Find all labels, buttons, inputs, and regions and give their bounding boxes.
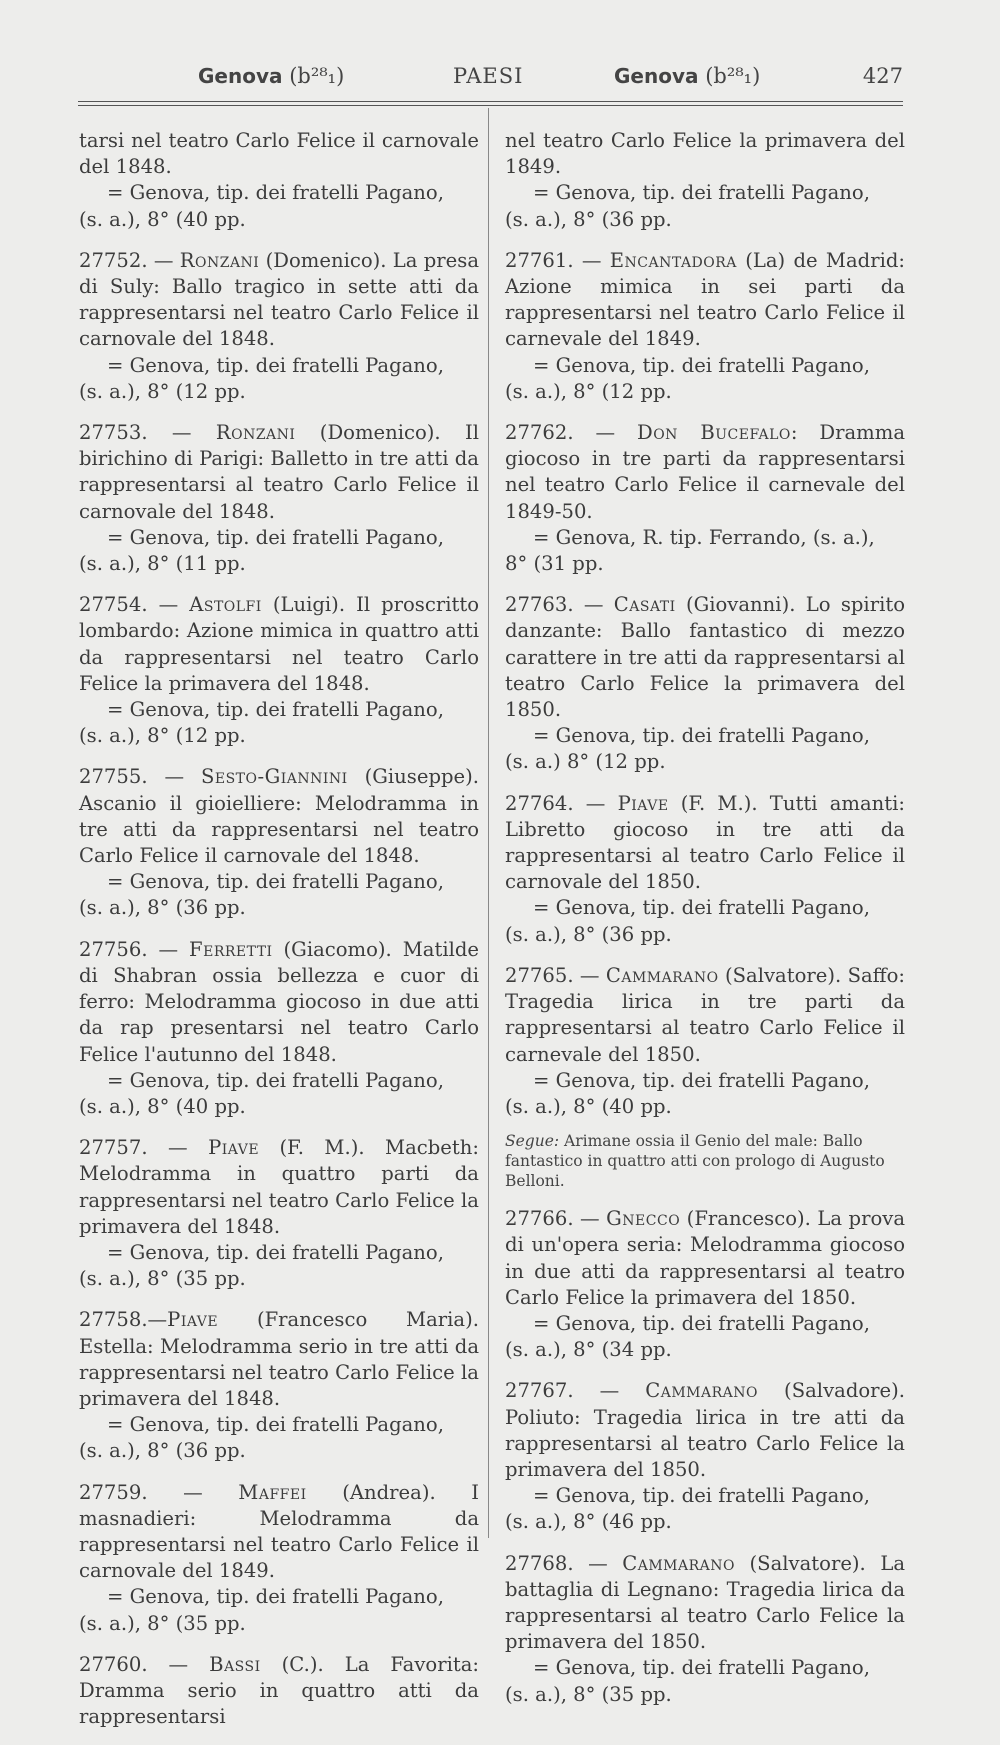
running-header [78, 58, 903, 98]
entry-description [505, 248, 905, 353]
entry-format: (s. a.), 8° (46 pp. [505, 1510, 672, 1534]
catalog-entry [79, 764, 479, 921]
header-rule [78, 101, 903, 102]
entry-description [79, 1480, 479, 1585]
entry-description [505, 128, 905, 180]
entry-title-text: (C.). La Favorita: Dramma serio in quattro atti da rappresentarsi [79, 1652, 479, 1729]
entry-title-text: (Luigi). Il proscritto lombardo: Azione mimica in quattro atti da rappresentarsi nel teatro Carlo Felice la primavera del 1848. [79, 593, 480, 695]
entry-author: Astolfi [189, 593, 262, 617]
entry-imprint: = Genova, tip. dei fratelli Pagano, [533, 1068, 870, 1092]
entry-format: (s. a.), 8° (35 pp. [505, 1682, 672, 1706]
entry-format: (s. a.), 8° (12 pp. [505, 379, 672, 403]
entry-format: (s. a.), 8° (12 pp. [79, 724, 246, 748]
catalog-entry [505, 791, 905, 948]
entry-author: Cammarano [622, 1551, 735, 1575]
entry-title-text: (F. M.). Tutti amanti: Libretto giocoso in tre atti da rappresentarsi al teatro Carlo Felice il carnovale del 1850. [505, 791, 906, 894]
entry-format: (s. a.), 8° (40 pp. [79, 1094, 246, 1118]
entry-title-text: (Domenico). La presa di Suly: Ballo tragico in sette atti da rappresentarsi nel teatro Carlo Felice il carnovale del 1848. [79, 248, 479, 351]
entry-number: 27768. — [505, 1551, 623, 1575]
entry-imprint: = Genova, tip. dei fratelli Pagano, [107, 181, 444, 205]
entry-format: (s. a.), 8° (35 pp. [79, 1611, 246, 1635]
entry-author: Casati [613, 593, 676, 617]
right-column [505, 128, 905, 1723]
entry-format: (s. a.), 8° (36 pp. [505, 922, 672, 946]
header-section-title: PAESI [453, 64, 524, 88]
entry-title-text: (Domenico). Il birichino di Parigi: Balletto in tre atti da rappresentarsi al teatro Carlo Felice il carnovale del 1848. [79, 421, 479, 523]
catalog-entry [79, 248, 479, 405]
entry-title-text: : Dramma giocoso in tre parti da rappresentarsi nel teatro Carlo Felice il carnevale del 1849-50. [505, 421, 905, 523]
entry-author: Bassi [209, 1652, 261, 1676]
entry-description [505, 1206, 905, 1311]
entry-author: Ferretti [189, 937, 273, 961]
entry-author: Ronzani [179, 248, 260, 272]
entry-imprint: = Genova, tip. dei fratelli Pagano, [107, 1585, 444, 1609]
entry-title-text: (Salvatore). La battaglia di Legnano: Tragedia lirica da rappresentarsi al teatro Carlo Felice la primavera del 1850. [505, 1551, 906, 1654]
entry-description [79, 592, 479, 697]
entry-imprint: = Genova, R. tip. Ferrando, (s. a.), [533, 525, 875, 549]
entry-number: 27767. — [505, 1379, 646, 1403]
entry-format: 8° (31 pp. [505, 552, 604, 576]
entry-imprint: = Genova, tip. dei fratelli Pagano, [107, 525, 444, 549]
entry-number: 27762. — [505, 421, 637, 445]
entry-imprint: = Genova, tip. dei fratelli Pagano, [533, 1484, 870, 1508]
entry-number: 27756. — [79, 937, 189, 961]
note-text: Arimane ossia il Genio del male: Ballo fantastico in quattro atti con prologo di Augusto Belloni. [505, 1132, 885, 1191]
entry-description [79, 420, 479, 525]
catalog-entry [79, 128, 479, 233]
entry-description [505, 1551, 905, 1656]
entry-number: 27765. — [505, 963, 606, 987]
entry-number: 27757. — [79, 1136, 209, 1160]
entry-number: 27753. — [79, 421, 216, 445]
entry-imprint: = Genova, tip. dei fratelli Pagano, [107, 353, 444, 377]
entry-title-text: (Giuseppe). Ascanio il gioielliere: Melodramma in tre atti da rappresentarsi nel teatro Carlo Felice il carnovale del 1848. [79, 765, 479, 868]
entry-number: 27760. — [79, 1652, 210, 1676]
entry-imprint: = Genova, tip. dei fratelli Pagano, [533, 181, 870, 205]
catalog-entry [505, 1378, 905, 1535]
catalog-entry [505, 248, 905, 405]
catalog-entry [79, 1652, 479, 1731]
catalog-entry [505, 128, 905, 233]
entry-format: (s. a.), 8° (35 pp. [79, 1267, 246, 1291]
entry-imprint: = Genova, tip. dei fratelli Pagano, [107, 1413, 444, 1437]
entry-description [505, 1378, 905, 1483]
entry-author: Sesto-Giannini [200, 765, 348, 789]
entry-description [79, 1135, 479, 1240]
catalog-entry [79, 420, 479, 577]
entry-imprint: = Genova, tip. dei fratelli Pagano, [107, 870, 444, 894]
left-column [79, 128, 479, 1745]
entry-description [505, 592, 905, 723]
catalog-entry [505, 1551, 905, 1708]
note-label: Segue: [505, 1132, 560, 1151]
entry-title-text: (Giovanni). Lo spirito danzante: Ballo fantastico di mezzo carattere in tre atti da rappresentarsi al teatro Carlo Felice la primavera del 1850. [505, 593, 906, 722]
entry-imprint: = Genova, tip. dei fratelli Pagano, [533, 1311, 870, 1335]
entry-author: Piave [167, 1308, 219, 1332]
entry-format: (s. a.), 8° (40 pp. [505, 1094, 672, 1118]
entry-number: 27758.— [79, 1308, 168, 1332]
entry-format: (s. a.), 8° (40 pp. [79, 207, 246, 231]
header-left-sub: (b²⁸₁) [289, 64, 345, 88]
catalog-entry [79, 1307, 479, 1464]
entry-description [79, 128, 479, 180]
header-right-word: Genova [614, 64, 699, 88]
entry-description [79, 937, 479, 1068]
entry-imprint: = Genova, tip. dei fratelli Pagano, [533, 896, 870, 920]
entry-title-text: (Salvatore). Saffo: Tragedia lirica in tre parti da rappresentarsi al teatro Carlo Felice il carnevale del 1850. [505, 963, 905, 1066]
entry-author: Maffei [238, 1480, 307, 1504]
entry-author: Gnecco [606, 1207, 681, 1231]
entry-title-text: (Francesco Maria). Estella: Melodramma serio in tre atti da rappresentarsi nel teatro Carlo Felice la primavera del 1848. [79, 1308, 479, 1410]
catalog-entry [79, 1480, 479, 1637]
catalog-entry [79, 592, 479, 749]
header-left-word: Genova [198, 64, 283, 88]
catalog-entry [505, 420, 905, 577]
entry-description [505, 420, 905, 525]
header-right [614, 64, 760, 88]
entry-format: (s. a.), 8° (34 pp. [505, 1338, 672, 1362]
entry-format: (s. a.), 8° (12 pp. [79, 379, 246, 403]
entry-author: Piave [208, 1136, 260, 1160]
entry-format: (s. a.), 8° (36 pp. [505, 207, 672, 231]
entry-number: 27761. — [505, 248, 610, 272]
entry-description [79, 1307, 479, 1412]
entry-imprint: = Genova, tip. dei fratelli Pagano, [533, 353, 870, 377]
entry-description [79, 248, 479, 353]
catalog-entry [505, 592, 905, 775]
column-divider [488, 108, 489, 1538]
entry-note [505, 1131, 905, 1191]
entry-imprint: = Genova, tip. dei fratelli Pagano, [107, 1068, 444, 1092]
header-right-sub: (b²⁸₁) [705, 64, 761, 88]
entry-title-text: (Salvadore). Poliuto: Tragedia lirica in tre atti da rappresentarsi al teatro Carlo Felice la primavera del 1850. [505, 1379, 906, 1481]
catalog-entry [505, 963, 905, 1120]
entry-title-text: (Andrea). I masnadieri: Melodramma da rappresentarsi nel teatro Carlo Felice il carnovale del 1849. [79, 1480, 480, 1583]
entry-author: Cammarano [645, 1379, 759, 1403]
entry-number: 27759. — [79, 1480, 239, 1504]
entry-number: 27755. — [79, 765, 201, 789]
catalog-entry [79, 937, 479, 1120]
entry-format: (s. a.), 8° (11 pp. [79, 552, 246, 576]
entry-author: Encantadora [609, 248, 737, 272]
entry-title-text: (Francesco). La prova di un'opera seria: Melodramma giocoso in due atti da rappresentarsi al teatro Carlo Felice la primavera del 1850. [505, 1207, 906, 1309]
entry-number: 27764. — [505, 791, 618, 815]
entry-author: Cammarano [605, 963, 719, 987]
entry-description [79, 1652, 479, 1731]
entry-title-text: nel teatro Carlo Felice la primavera del 1849. [505, 129, 905, 179]
entry-title-text: (F. M.). Macbeth: Melodramma in quattro parti da rappresentarsi nel teatro Carlo Felice la primavera del 1848. [79, 1136, 479, 1238]
catalog-entry [79, 1135, 479, 1292]
catalog-entry [505, 1206, 905, 1363]
entry-number: 27752. — [79, 248, 180, 272]
entry-author: Ronzani [215, 421, 296, 445]
entry-format: (s. a.), 8° (36 pp. [79, 896, 246, 920]
entry-number: 27766. — [505, 1207, 607, 1231]
header-left [198, 64, 344, 88]
entry-format: (s. a.), 8° (36 pp. [79, 1439, 246, 1463]
entry-author: Piave [617, 791, 669, 815]
entry-description [79, 764, 479, 869]
entry-imprint: = Genova, tip. dei fratelli Pagano, [107, 698, 444, 722]
entry-format: (s. a.) 8° (12 pp. [505, 750, 666, 774]
entry-imprint: = Genova, tip. dei fratelli Pagano, [533, 724, 870, 748]
entry-imprint: = Genova, tip. dei fratelli Pagano, [533, 1656, 870, 1680]
entry-title-text: tarsi nel teatro Carlo Felice il carnovale del 1848. [79, 129, 479, 179]
entry-number: 27763. — [505, 593, 614, 617]
entry-description [505, 963, 905, 1068]
header-rule-thin [78, 105, 903, 106]
entry-number: 27754. — [79, 593, 190, 617]
page-number: 427 [862, 64, 903, 88]
entry-description [505, 791, 905, 896]
entry-imprint: = Genova, tip. dei fratelli Pagano, [107, 1240, 444, 1264]
entry-title-text: (Giacomo). Matilde di Shabran ossia bellezza e cuor di ferro: Melodramma giocoso in due atti da rap presentarsi nel teatro Carlo Felice l'autunno del 1848. [79, 937, 479, 1066]
entry-author: Don Bucefalo [637, 421, 791, 445]
entry-title-text: (La) de Madrid: Azione mimica in sei parti da rappresentarsi nel teatro Carlo Felice il carnevale del 1849. [505, 248, 905, 351]
